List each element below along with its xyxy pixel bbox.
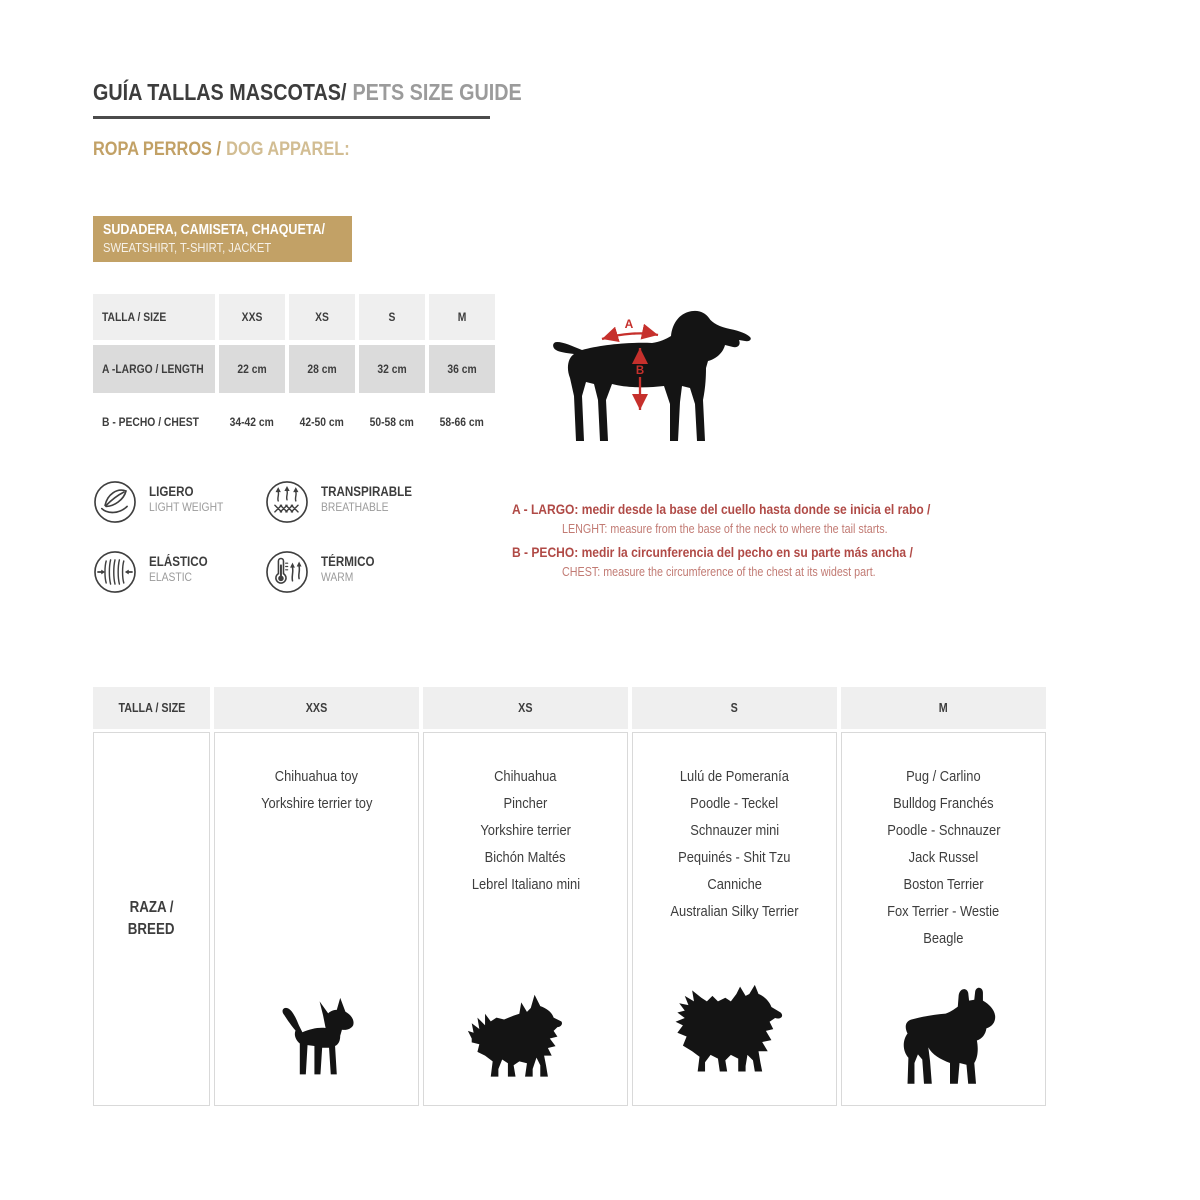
feature-label-es: TÉRMICO [321, 554, 375, 569]
breed-item: Pequinés - Shit Tzu [678, 849, 791, 866]
chest-value-xxs: 34-42 cm [219, 398, 285, 446]
breed-item: Yorkshire terrier toy [260, 795, 373, 812]
breed-item: Chihuahua toy [274, 768, 359, 785]
elastic-icon [93, 550, 137, 594]
instruction-b-spanish: B - PECHO: medir la circunferencia del pecho en su parte más ancha / [512, 544, 913, 560]
feature-warm-labels [321, 550, 383, 585]
feature-label-es: ELÁSTICO [149, 554, 208, 569]
chest-value-m: 58-66 cm [429, 398, 495, 446]
measure-dog-silhouette [552, 308, 767, 448]
instruction-a-english: LENGHT: measure from the base of the neck to where the tail starts. [562, 522, 888, 536]
feature-elastic-labels [149, 550, 217, 585]
chest-row-label: B - PECHO / CHEST [93, 398, 215, 446]
breed-item: Pincher [503, 795, 548, 812]
feature-label-en: LIGHT WEIGHT [149, 500, 224, 514]
pomeranian-silhouette [668, 983, 802, 1089]
breed-column-xxs [214, 732, 419, 1106]
length-value-s: 32 cm [359, 345, 425, 393]
subtitle-spanish: ROPA PERROS / [93, 139, 222, 160]
breed-table-header-talla: TALLA / SIZE [93, 687, 210, 729]
length-value-xs: 28 cm [289, 345, 355, 393]
breed-item: Fox Terrier - Westie [887, 903, 1000, 920]
page-title [93, 78, 522, 119]
apparel-category-box [93, 216, 352, 262]
feature-lightweight [93, 480, 265, 524]
breed-item: Boston Terrier [903, 876, 984, 893]
breed-item: Schnauzer mini [690, 822, 779, 839]
breed-table-header-s: S [632, 687, 837, 729]
title-spanish: GUÍA TALLAS MASCOTAS/ [93, 79, 347, 105]
breed-item: Poodle - Teckel [690, 795, 779, 812]
size-measurement-table [93, 294, 495, 446]
breed-item: Chihuahua [494, 768, 557, 785]
dog-measurement-diagram [552, 308, 767, 448]
svg-text:B: B [635, 365, 645, 377]
breed-item: Yorkshire terrier [480, 822, 571, 839]
breed-column-s [632, 732, 837, 1106]
feature-elastic [93, 550, 265, 594]
breed-item: Lebrel Italiano mini [471, 876, 580, 893]
size-table-header-talla: TALLA / SIZE [93, 294, 215, 340]
feather-icon [93, 480, 137, 524]
long-haired-chihuahua-silhouette [464, 989, 588, 1089]
breed-item: Bulldog Franchés [893, 795, 994, 812]
breed-table-header-xs: XS [423, 687, 628, 729]
breed-item: Canniche [707, 876, 762, 893]
chest-value-xs: 42-50 cm [289, 398, 355, 446]
breed-column-m [841, 732, 1046, 1106]
feature-label-en: ELASTIC [149, 570, 193, 584]
size-table-header-s: S [359, 294, 425, 340]
section-subtitle [93, 138, 391, 162]
feature-label-es: TRANSPIRABLE [321, 484, 412, 499]
subtitle-english: DOG APPAREL: [226, 139, 350, 160]
breed-item: Jack Russel [908, 849, 979, 866]
feature-label-en: WARM [321, 570, 354, 584]
french-bulldog-silhouette [885, 985, 1002, 1089]
thermometer-icon [265, 550, 309, 594]
breed-item: Pug / Carlino [906, 768, 981, 785]
feature-label-en: BREATHABLE [321, 500, 389, 514]
apparel-category-spanish: SUDADERA, CAMISETA, CHAQUETA/ [103, 222, 325, 238]
breed-item: Lulú de Pomeranía [679, 768, 790, 785]
size-table-header-xxs: XXS [219, 294, 285, 340]
feature-lightweight-labels [149, 480, 235, 515]
feature-breathable [265, 480, 525, 524]
feature-breathable-labels [321, 480, 427, 515]
feature-warm [265, 550, 525, 594]
features-legend [93, 480, 525, 594]
length-row-label: A -LARGO / LENGTH [93, 345, 215, 393]
svg-text:A: A [624, 317, 634, 331]
chest-value-s: 50-58 cm [359, 398, 425, 446]
apparel-category-english: SWEATSHIRT, T-SHIRT, JACKET [103, 240, 272, 255]
instruction-a-spanish: A - LARGO: medir desde la base del cuello hasta donde se inicia el rabo / [512, 501, 931, 517]
breed-size-table [93, 687, 1046, 1106]
size-table-header-m: M [429, 294, 495, 340]
breed-column-xs [423, 732, 628, 1106]
breathable-icon [265, 480, 309, 524]
feature-label-es: LIGERO [149, 484, 194, 499]
breed-row-label: RAZA / BREED [93, 732, 210, 1106]
length-value-xxs: 22 cm [219, 345, 285, 393]
breed-table-header-m: M [841, 687, 1046, 729]
length-arrow [602, 317, 658, 339]
breed-item: Bichón Maltés [484, 849, 567, 866]
chihuahua-toy-silhouette [274, 991, 360, 1077]
length-value-m: 36 cm [429, 345, 495, 393]
measurement-instructions [512, 499, 972, 585]
title-english: PETS SIZE GUIDE [352, 79, 522, 105]
breed-item: Poodle - Schnauzer [886, 822, 1001, 839]
breed-item: Australian Silky Terrier [670, 903, 799, 920]
breed-table-header-xxs: XXS [214, 687, 419, 729]
breed-item: Beagle [923, 930, 964, 947]
size-table-header-xs: XS [289, 294, 355, 340]
instruction-b-english: CHEST: measure the circumference of the chest at its widest part. [562, 565, 876, 579]
